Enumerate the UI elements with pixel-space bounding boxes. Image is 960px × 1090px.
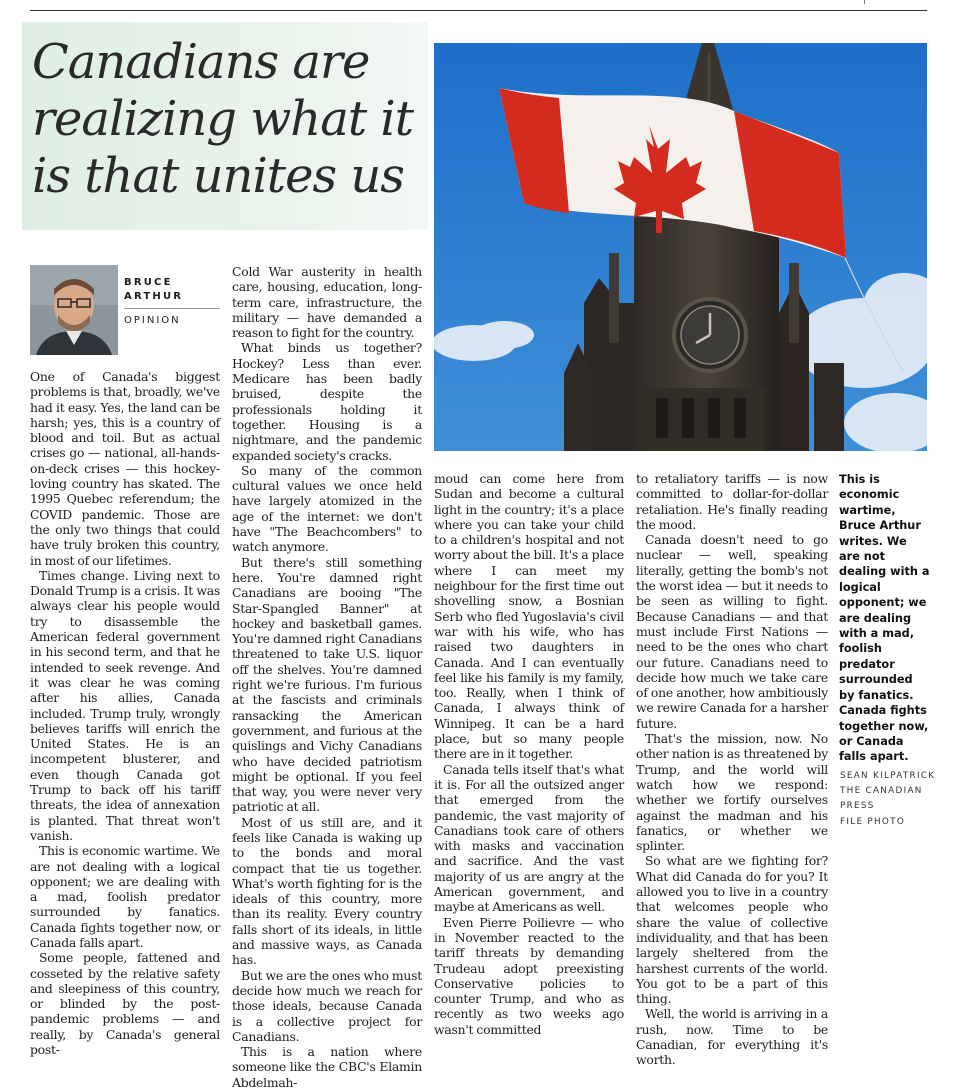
headline: Canadians are realizing what it is that unites us: [32, 34, 414, 204]
author-headshot: [30, 265, 118, 355]
article-column-1: [30, 369, 220, 1057]
paragraph: But we are the ones who must decide how much we reach for those ideals, because Canada is a collective project for Canadians.: [232, 967, 422, 1044]
article-column-3: [434, 471, 624, 1037]
article-column-4: [636, 471, 828, 1068]
paragraph: This is a nation where someone like the CBC's Elamin Abdelmah-: [232, 1044, 422, 1090]
paragraph: Well, the world is arriving in a rush, now. Time to be Canadian, for everything it's worth.: [636, 1006, 828, 1068]
paragraph: Most of us still are, and it feels like Canada is waking up to the bonds and moral compact that tie us together. What's worth fighting for is the ideals of this country, more than its reality. Every country falls short of its ideals, in little and massive ways, as Canada has.: [232, 814, 422, 968]
section-label: OPINION: [124, 315, 181, 326]
author-last-name: ARTHUR: [124, 291, 184, 302]
paragraph: moud can come here from Sudan and become a cultural light in the country; it's a place where you can take your child to a children's hospital and not worry about the bill. It's a place where I can meet my neighbour for the first time out shovelling snow, a Bosnian Serb who fled Yugoslavia's civil war with his wife, who has raised two daughters in Canada. And I can eventually feel like his family is my family, too. Really, when I think of Canada, I always think of Winnipeg. It can be a hard place, but so many people there are in it together.: [434, 471, 624, 762]
credit-line: THE CANADIAN: [840, 786, 923, 797]
credit-line: FILE PHOTO: [840, 816, 906, 827]
paragraph: to retaliatory tariffs — is now committed to dollar-for-dollar retaliation. He's finally reading the mood.: [636, 471, 828, 532]
top-rule-tick: [864, 0, 865, 4]
author-first-name: BRUCE: [124, 277, 173, 288]
flag-tower-illustration: [434, 43, 927, 451]
lead-photo: [434, 43, 927, 451]
paragraph: What binds us together? Hockey? Less than ever. Medicare has been badly bruised, despite the professionals holding it together. Housing is a nightmare, and the pandemic expanded society's cracks.: [232, 340, 422, 463]
paragraph: Times change. Living next to Donald Trump is a crisis. It was always clear his people would try to disassemble the American federal government in his second term, and that he intended to seek revenge. And it was clear he was coming after his allies, Canada included. Trump truly, wrongly believes tariffs will enrich the United States. He is an incompetent blusterer, and even though Canada got Trump to back off his tariff threats, the idea of annexation is planted. That threat won't vanish.: [30, 567, 220, 843]
credit-line: SEAN KILPATRICK: [840, 771, 936, 781]
paragraph: Canada doesn't need to go nuclear — well, speaking literally, getting the bomb's not the worst idea — but it needs to be seen as willing to fight. Because Canadians — and that must include First Nations — need to be the ones who chart our future. Canadians need to decide how much we take care of one another, how ambitiously we rewire Canada for a harsher future.: [636, 532, 828, 731]
paragraph: So what are we fighting for? What did Canada do for you? It allowed you to live in a country that welcomes people who share the value of collective individuality, and that has been largely sheltered from the harshest currents of the world. You got to be a part of this thing.: [636, 853, 828, 1007]
byline-divider: [124, 308, 220, 309]
paragraph: So many of the common cultural values we once held have largely atomized in the age of the internet: we don't have "The Beachcombers" to watch anymore.: [232, 462, 422, 555]
paragraph: Cold War austerity in health care, housing, education, long-term care, infrastructure, the military — have demanded a reason to fight for the country.: [232, 264, 422, 341]
top-rule: [30, 10, 927, 11]
article-column-2: [232, 264, 422, 1090]
paragraph: But there's still something here. You're damned right Canadians are booing "The Star-Spangled Banner" at hockey and basketball games. You're damned right Canadians threatened to take U.S. liquor off the shelves. You're damned right we're furious. I'm furious at the fascists and criminals ransacking the American government, and furious at the quislings and Vichy Canadians who have decided patriotism might be optional. If you feel that way, you were never very patriotic at all.: [232, 554, 422, 815]
paragraph: Canada tells itself that's what it is. For all the outsized anger that emerged from the pandemic, the vast majority of Canadians took care of others with masks and vaccination and sacrifice. And the vast majority of us are angry at the American government, and maybe at Americans as well.: [434, 761, 624, 915]
paragraph: That's the mission, now. No other nation is as threatened by Trump, and the world will watch how we respond: whether we fortify ourselves against the madman and his fanatics, or whether we splinter.: [636, 731, 828, 854]
byline: [124, 276, 220, 326]
paragraph: This is economic wartime. We are not dealing with a logical opponent; we are dealing with a mad, foolish predator surrounded by fanatics. Canada fights together now, or Canada falls apart.: [30, 843, 220, 950]
photo-cutline: This is economic wartime, Bruce Arthur writes. We are not dealing with a logical opponent; we are dealing with a mad, foolish predator surrounded by fanatics. Canada fights together now, or Canada falls apart.: [839, 473, 930, 764]
photo-credit: [840, 769, 940, 830]
paragraph: One of Canada's biggest problems is that, broadly, we've had it easy. Yes, the land can be harsh; yes, this is a country of blood and toil. But as actual crises go — national, all-hands-on-deck crises — this hockey-loving country has skated. The 1995 Quebec referendum; the COVID pandemic. Those are the only two things that could have truly broken this country, in most of our lifetimes.: [30, 369, 220, 568]
paragraph: Even Pierre Poilievre — who in November reacted to the tariff threats by demanding Trudeau adopt preexisting Conservative policies to counter Trump, and who as recently as two weeks ago wasn't committed: [434, 914, 624, 1037]
credit-line: PRESS: [840, 801, 875, 812]
clock-face: [674, 299, 746, 371]
paragraph: Some people, fattened and cosseted by the relative safety and sleepiness of this country, or blinded by the post-pandemic problems — and really, by Canada's general post-: [30, 950, 220, 1058]
